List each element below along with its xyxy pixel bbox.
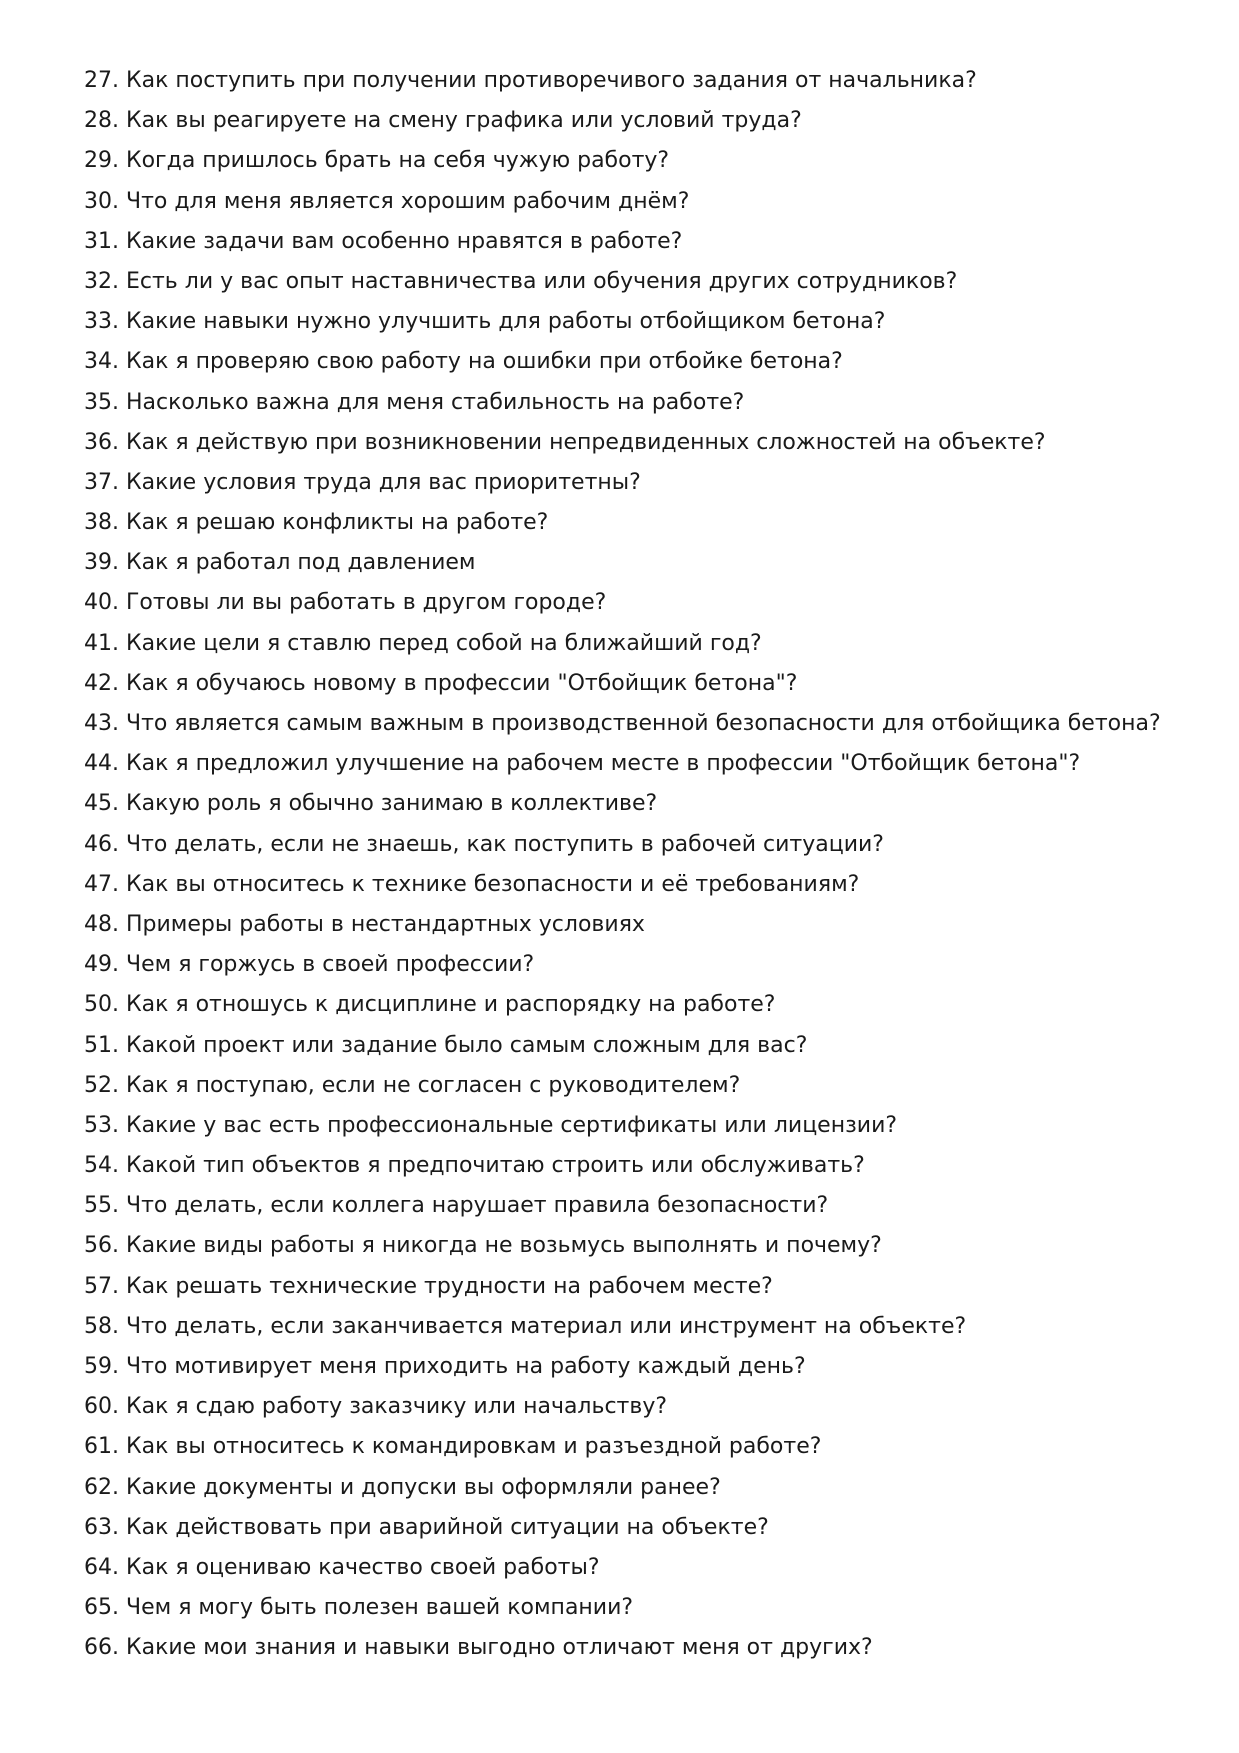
question-item: 57. Как решать технические трудности на рабочем месте? bbox=[84, 1273, 773, 1299]
question-item: 34. Как я проверяю свою работу на ошибки при отбойке бетона? bbox=[84, 349, 843, 375]
question-item: 55. Что делать, если коллега нарушает правила безопасности? bbox=[84, 1193, 829, 1219]
question-item: 37. Какие условия труда для вас приоритетны? bbox=[84, 469, 641, 495]
question-item: 54. Какой тип объектов я предпочитаю строить или обслуживать? bbox=[84, 1153, 865, 1179]
question-item: 32. Есть ли у вас опыт наставничества или обучения других сотрудников? bbox=[84, 268, 958, 294]
question-item: 46. Что делать, если не знаешь, как поступить в рабочей ситуации? bbox=[84, 831, 884, 857]
question-item: 39. Как я работал под давлением bbox=[84, 550, 476, 576]
question-item: 56. Какие виды работы я никогда не возьмусь выполнять и почему? bbox=[84, 1233, 882, 1259]
question-item: 62. Какие документы и допуски вы оформляли ранее? bbox=[84, 1474, 721, 1500]
question-item: 58. Что делать, если заканчивается материал или инструмент на объекте? bbox=[84, 1313, 967, 1339]
question-item: 63. Как действовать при аварийной ситуации на объекте? bbox=[84, 1514, 769, 1540]
question-item: 31. Какие задачи вам особенно нравятся в работе? bbox=[84, 228, 683, 254]
question-item: 64. Как я оцениваю качество своей работы? bbox=[84, 1554, 600, 1580]
question-item: 60. Как я сдаю работу заказчику или начальству? bbox=[84, 1394, 668, 1420]
question-item: 52. Как я поступаю, если не согласен с руководителем? bbox=[84, 1072, 741, 1098]
question-item: 66. Какие мои знания и навыки выгодно отличают меня от других? bbox=[84, 1635, 873, 1661]
question-item: 65. Чем я могу быть полезен вашей компании? bbox=[84, 1595, 634, 1621]
question-list bbox=[84, 61, 1161, 1669]
question-item: 61. Как вы относитесь к командировкам и разъездной работе? bbox=[84, 1434, 822, 1460]
question-item: 51. Какой проект или задание было самым сложным для вас? bbox=[84, 1032, 808, 1058]
question-item: 50. Как я отношусь к дисциплине и распорядку на работе? bbox=[84, 992, 776, 1018]
question-item: 30. Что для меня является хорошим рабочим днём? bbox=[84, 188, 690, 214]
question-item: 29. Когда пришлось брать на себя чужую работу? bbox=[84, 148, 670, 174]
question-item: 42. Как я обучаюсь новому в профессии "Отбойщик бетона"? bbox=[84, 670, 798, 696]
question-item: 59. Что мотивирует меня приходить на работу каждый день? bbox=[84, 1354, 806, 1379]
question-item: 48. Примеры работы в нестандартных условиях bbox=[84, 911, 645, 937]
question-item: 35. Насколько важна для меня стабильность на работе? bbox=[84, 389, 745, 415]
question-item: 27. Как поступить при получении противоречивого задания от начальника? bbox=[84, 68, 977, 93]
question-item: 43. Что является самым важным в производственной безопасности для отбойщика бетона? bbox=[84, 711, 1161, 736]
question-item: 40. Готовы ли вы работать в другом городе? bbox=[84, 590, 607, 616]
question-item: 45. Какую роль я обычно занимаю в коллективе? bbox=[84, 791, 658, 817]
question-item: 33. Какие навыки нужно улучшить для работы отбойщиком бетона? bbox=[84, 309, 886, 335]
question-item: 38. Как я решаю конфликты на работе? bbox=[84, 510, 549, 536]
question-item: 36. Как я действую при возникновении непредвиденных сложностей на объекте? bbox=[84, 429, 1046, 455]
question-item: 47. Как вы относитесь к технике безопасности и её требованиям? bbox=[84, 871, 860, 897]
question-item: 53. Какие у вас есть профессиональные сертификаты или лицензии? bbox=[84, 1112, 898, 1138]
question-item: 28. Как вы реагируете на смену графика или условий труда? bbox=[84, 108, 802, 134]
question-item: 44. Как я предложил улучшение на рабочем месте в профессии "Отбойщик бетона"? bbox=[84, 751, 1081, 777]
question-item: 49. Чем я горжусь в своей профессии? bbox=[84, 952, 535, 978]
question-item: 41. Какие цели я ставлю перед собой на ближайший год? bbox=[84, 630, 762, 656]
